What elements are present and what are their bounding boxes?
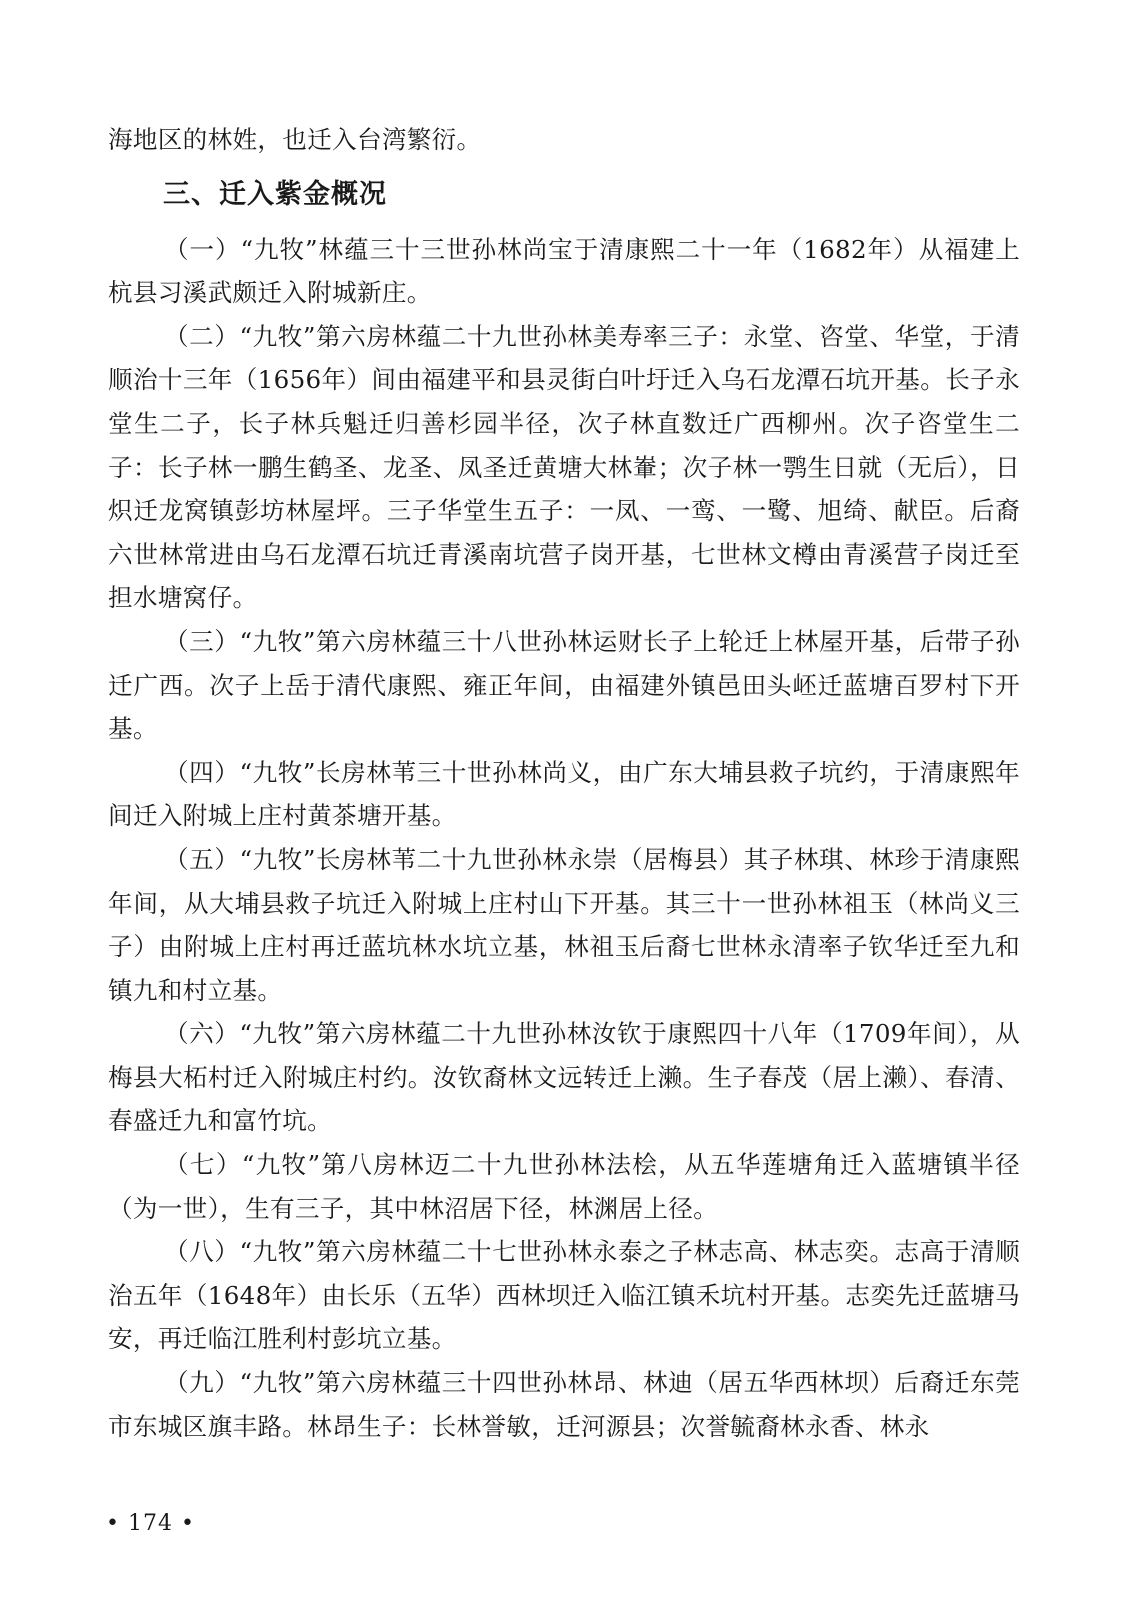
paragraph-5: （五）“九牧”长房林苇二十九世孙林永崇（居梅县）其子林琪、林珍于清康熙年间，从大埔县救子坑迁入附城上庄村山下开基。其三十一世孙林祖玉（林尚义三子）由附城上庄村再迁蓝坑林水坑立基，林祖玉后裔七世林永清率子钦华迁至九和镇九和村立基。: [108, 844, 1020, 1005]
paragraph-1: （一）“九牧”林蕴三十三世孙林尚宝于清康熙二十一年（1682年）从福建上杭县习溪武颇迁入附城新庄。: [108, 234, 1020, 308]
paragraph-7: （七）“九牧”第八房林迈二十九世孙林法桧，从五华莲塘角迁入蓝塘镇半径（为一世），生有三子，其中林沼居下径，林渊居上径。: [108, 1150, 1020, 1223]
section-title: 三、迁入紫金概况: [163, 178, 387, 210]
paragraph-4: （四）“九牧”长房林苇三十世孙林尚义，由广东大埔县救子坑约，于清康熙年间迁入附城上庄村黄茶塘开基。: [108, 757, 1020, 831]
paragraph-2: （二）“九牧”第六房林蕴二十九世孙林美寿率三子：永堂、咨堂、华堂，于清顺治十三年（1656年）间由福建平和县灵街白叶圩迁入乌石龙潭石坑开基。长子永堂生二子，长子林兵魁迁归善杉园半径，次子林直数迁广西柳州。次子咨堂生二子：长子林一鹏生鹤圣、龙圣、凤圣迁黄塘大林輋；次子林一鹗生日就（无后），日炽迁龙窝镇彭坊林屋坪。三子华堂生五子：一凤、一鸾、一鹭、旭绮、献臣。后裔六世林常进由乌石龙潭石坑迁青溪南坑营子岗开基，七世林文樽由青溪营子岗迁至担水塘窝仔。: [108, 321, 1020, 613]
lead-paragraph: 海地区的林姓，也迁入台湾繁衍。: [108, 125, 482, 154]
body-text: [108, 118, 1020, 1448]
paragraph-3: （三）“九牧”第六房林蕴三十八世孙林运财长子上轮迁上林屋开基，后带子孙迁广西。次子上岳于清代康熙、雍正年间，由福建外镇邑田头岯迁蓝塘百罗村下开基。: [108, 626, 1020, 744]
paragraph-8: （八）“九牧”第六房林蕴二十七世孙林永泰之子林志高、林志奕。志高于清顺治五年（1648年）由长乐（五华）西林坝迁入临江镇禾坑村开基。志奕先迁蓝塘马安，再迁临江胜利村彭坑立基。: [108, 1237, 1020, 1354]
paragraph-9: （九）“九牧”第六房林蕴三十四世孙林昂、林迪（居五华西林坝）后裔迁东莞市东城区旗丰路。林昂生子：长林誉敏，迁河源县；次誉毓裔林永香、林永: [108, 1368, 1020, 1441]
page-number: • 174 •: [106, 1511, 195, 1536]
paragraph-6: （六）“九牧”第六房林蕴二十九世孙林汝钦于康熙四十八年（1709年间），从梅县大柘村迁入附城庄村约。汝钦裔林文远转迁上濑。生子春茂（居上濑）、春清、春盛迁九和富竹坑。: [108, 1019, 1020, 1136]
